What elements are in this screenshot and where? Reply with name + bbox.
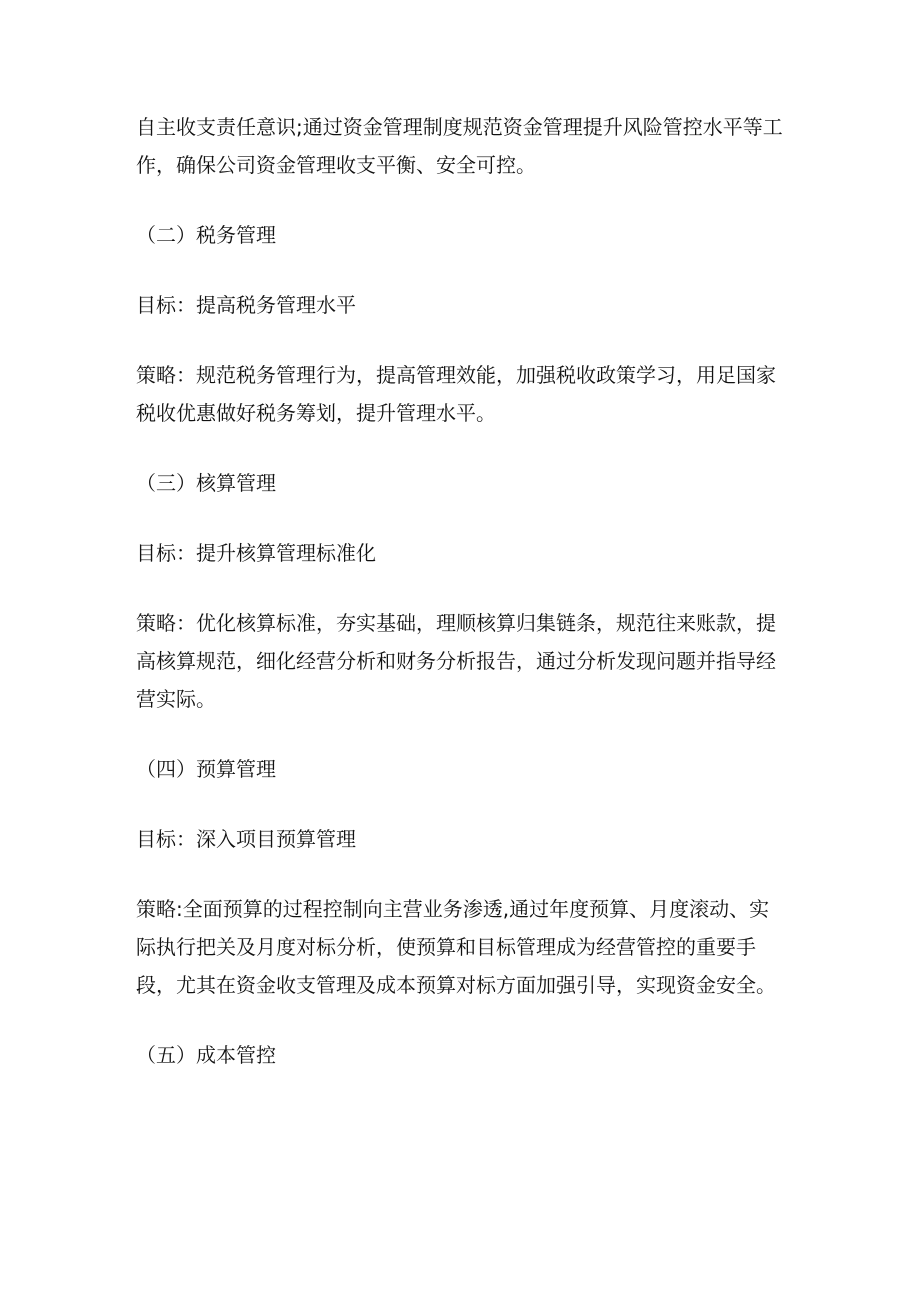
heading-text: （四）预算管理 [136,757,276,781]
paragraph-budget-strategy [136,890,796,1004]
text-line: 营实际。 [136,687,216,711]
text-line: 作，确保公司资金管理收支平衡、安全可控。 [136,153,536,177]
text-line: 自主收支责任意识;通过资金管理制度规范资金管理提升风险管控水平等工 [136,115,783,139]
paragraph-gap [136,858,796,890]
paragraph-tax-goal [136,286,796,324]
text-line: 策略：规范税务管理行为，提高管理效能，加强税收政策学习，用足国家 [136,363,776,387]
text-line: 目标：提升核算管理标准化 [136,541,376,565]
text-line: 策略:全面预算的过程控制向主营业务渗透,通过年度预算、月度滚动、实 [136,897,770,921]
paragraph-gap [136,254,796,286]
paragraph-gap [136,788,796,820]
paragraph-gap [136,718,796,750]
paragraph-accounting-strategy [136,604,796,718]
heading-text: （二）税务管理 [136,223,276,247]
section-heading-cost-control [136,1036,796,1074]
heading-text: （三）核算管理 [136,471,276,495]
paragraph-gap [136,184,796,216]
paragraph-accounting-goal [136,534,796,572]
paragraph-gap [136,432,796,464]
section-heading-tax [136,216,796,254]
section-heading-budget [136,750,796,788]
heading-text: （五）成本管控 [136,1043,276,1067]
paragraph-fund-management-end [136,108,796,184]
paragraph-budget-goal [136,820,796,858]
paragraph-tax-strategy [136,356,796,432]
section-heading-accounting [136,464,796,502]
text-line: 税收优惠做好税务筹划，提升管理水平。 [136,401,496,425]
paragraph-gap [136,572,796,604]
document-content [136,108,796,1074]
text-line: 际执行把关及月度对标分析，使预算和目标管理成为经营管控的重要手 [136,935,756,959]
text-line: 高核算规范，细化经营分析和财务分析报告，通过分析发现问题并指导经 [136,649,776,673]
paragraph-gap [136,324,796,356]
text-line: 目标：提高税务管理水平 [136,293,356,317]
text-line: 目标：深入项目预算管理 [136,827,356,851]
text-line: 段，尤其在资金收支管理及成本预算对标方面加强引导，实现资金安全。 [136,973,776,997]
paragraph-gap [136,502,796,534]
paragraph-gap [136,1004,796,1036]
text-line: 策略：优化核算标准，夯实基础，理顺核算归集链条，规范往来账款，提 [136,611,776,635]
